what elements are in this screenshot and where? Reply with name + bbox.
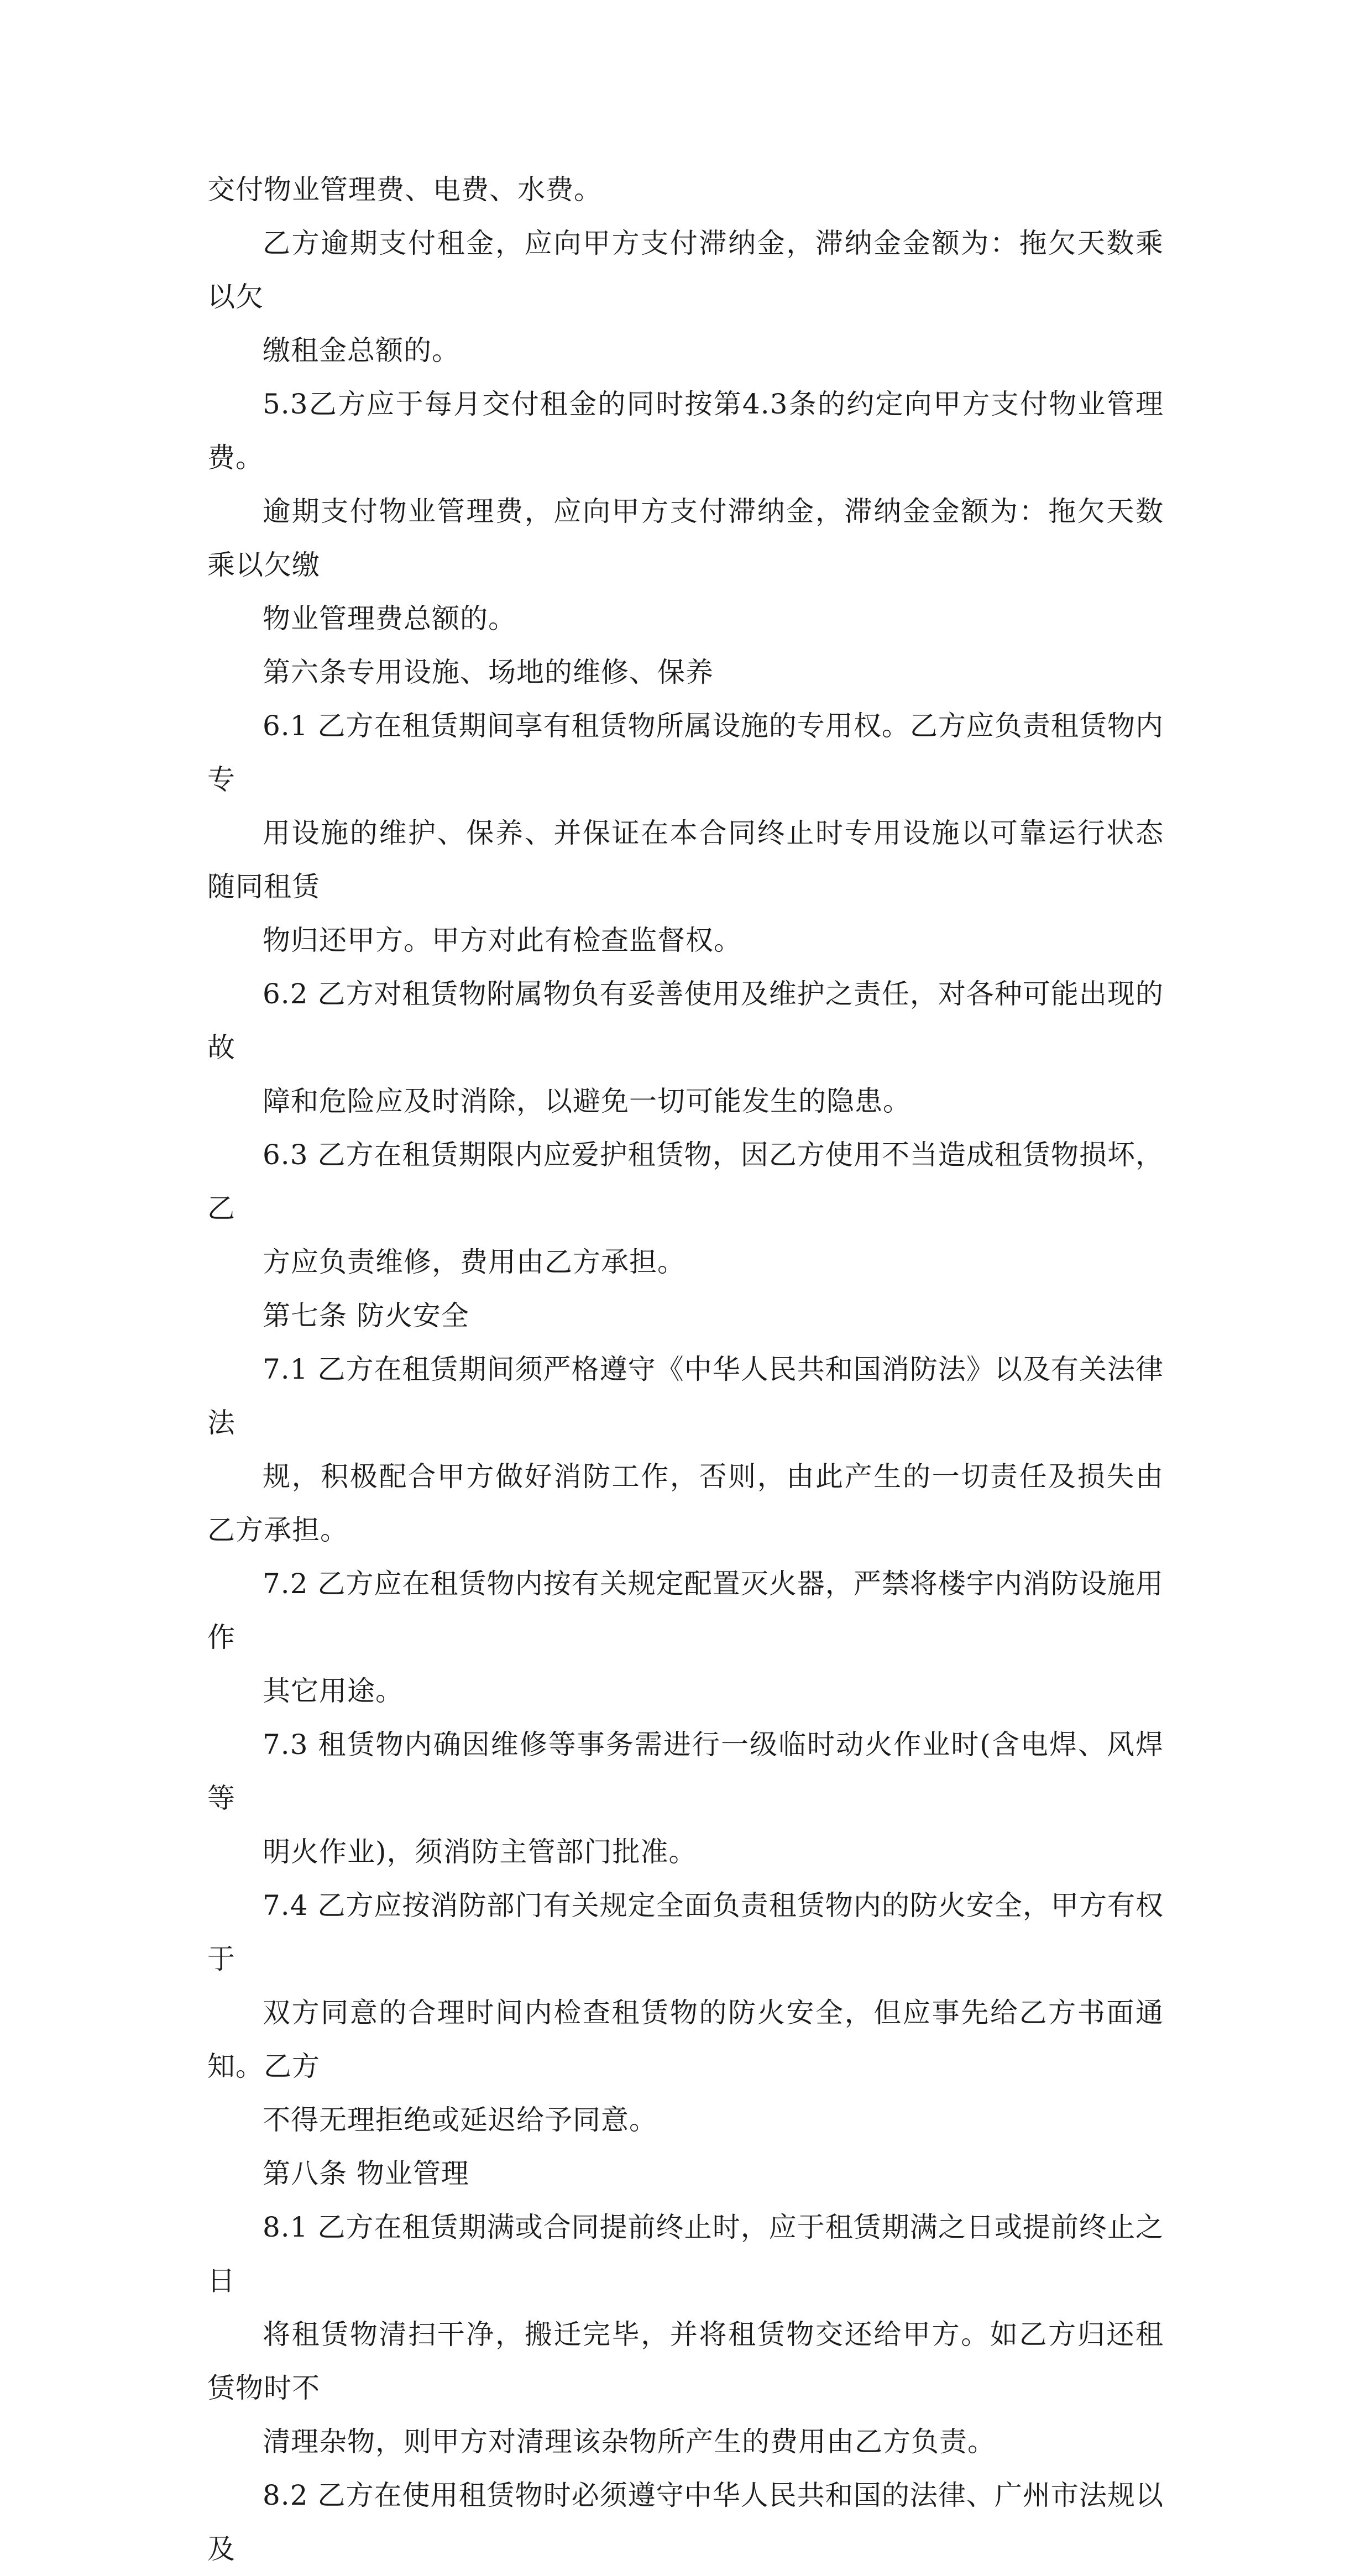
text-line: 乙方逾期支付租金，应向甲方支付滞纳金，滞纳金金额为：拖欠天数乘以欠 xyxy=(207,227,1164,313)
text-line: 其它用途。 xyxy=(263,1675,404,1707)
paragraph xyxy=(207,699,1164,967)
text-line: 双方同意的合理时间内检查租赁物的防火安全，但应事先给乙方书面通知。乙方 xyxy=(207,1997,1164,2082)
paragraph xyxy=(207,2201,1164,2469)
text-line: 规，积极配合甲方做好消防工作，否则，由此产生的一切责任及损失由乙方承担。 xyxy=(207,1460,1164,1546)
paragraph xyxy=(207,1718,1164,1879)
paragraph xyxy=(207,163,1164,217)
text-line: 第八条 物业管理 xyxy=(263,2158,469,2190)
text-line: 用设施的维护、保养、并保证在本合同终止时专用设施以可靠运行状态随同租赁 xyxy=(207,817,1164,903)
text-line: 7.4 乙方应按消防部门有关规定全面负责租赁物内的防火安全，甲方有权于 xyxy=(207,1889,1164,1975)
text-line: 第七条 防火安全 xyxy=(263,1300,469,1332)
text-line: 不得无理拒绝或延迟给予同意。 xyxy=(263,2104,657,2136)
text-line: 逾期支付物业管理费，应向甲方支付滞纳金，滞纳金金额为：拖欠天数乘以欠缴 xyxy=(207,495,1164,581)
text-line: 7.3 租赁物内确因维修等事务需进行一级临时动火作业时(含电焊、风焊等 xyxy=(207,1729,1164,1814)
paragraph xyxy=(207,646,1164,699)
text-line: 障和危险应及时消除，以避免一切可能发生的隐患。 xyxy=(263,1085,911,1117)
text-line: 交付物业管理费、电费、水费。 xyxy=(207,174,602,206)
text-line: 6.2 乙方对租赁物附属物负有妥善使用及维护之责任，对各种可能出现的故 xyxy=(207,978,1164,1064)
document-page xyxy=(207,163,1164,2576)
paragraph xyxy=(207,967,1164,1128)
text-line: 缴租金总额的。 xyxy=(263,334,460,366)
text-line: 7.1 乙方在租赁期间须严格遵守《中华人民共和国消防法》以及有关法律法 xyxy=(207,1353,1164,1439)
text-line: 8.1 乙方在租赁期满或合同提前终止时，应于租赁期满之日或提前终止之日 xyxy=(207,2211,1164,2297)
text-line: 6.1 乙方在租赁期间享有租赁物所属设施的专用权。乙方应负责租赁物内专 xyxy=(207,710,1164,795)
text-line: 明火作业)，须消防主管部门批准。 xyxy=(263,1836,697,1868)
text-line: 8.2 乙方在使用租赁物时必须遵守中华人民共和国的法律、广州市法规以及 xyxy=(207,2479,1164,2565)
paragraph xyxy=(207,2147,1164,2201)
text-line: 6.3 乙方在租赁期限内应爱护租赁物，因乙方使用不当造成租赁物损坏，乙 xyxy=(207,1139,1164,1224)
paragraph xyxy=(207,378,1164,646)
paragraph xyxy=(207,2469,1164,2576)
text-line: 将租赁物清扫干净，搬迁完毕，并将租赁物交还给甲方。如乙方归还租赁物时不 xyxy=(207,2318,1164,2404)
paragraph xyxy=(207,1128,1164,1289)
text-line: 物归还甲方。甲方对此有检查监督权。 xyxy=(263,924,742,956)
paragraph xyxy=(207,1343,1164,1557)
paragraph xyxy=(207,1557,1164,1718)
text-line: 物业管理费总额的。 xyxy=(263,603,516,635)
text-line: 5.3乙方应于每月交付租金的同时按第4.3条的约定向甲方支付物业管理费。 xyxy=(207,388,1164,474)
text-line: 7.2 乙方应在租赁物内按有关规定配置灭火器，严禁将楼宇内消防设施用作 xyxy=(207,1568,1164,1653)
paragraph xyxy=(207,1879,1164,2147)
text-line: 清理杂物，则甲方对清理该杂物所产生的费用由乙方负责。 xyxy=(263,2426,996,2458)
text-line: 第六条专用设施、场地的维修、保养 xyxy=(263,656,714,688)
paragraph xyxy=(207,217,1164,378)
text-line: 方应负责维修，费用由乙方承担。 xyxy=(263,1246,686,1278)
paragraph xyxy=(207,1289,1164,1343)
